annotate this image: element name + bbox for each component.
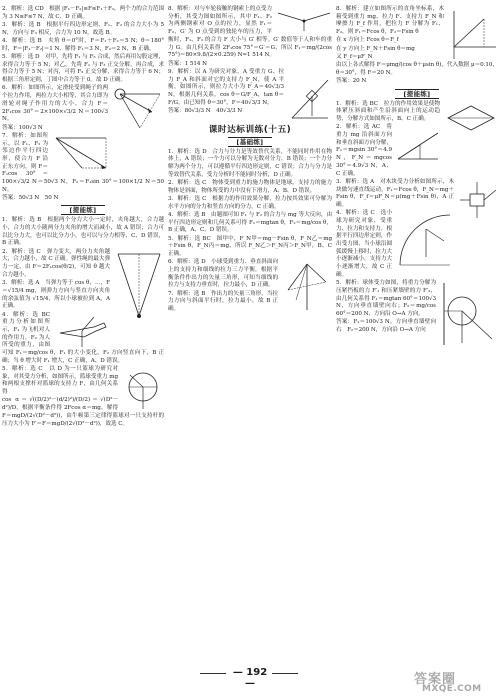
slope-decomposition-diagram xyxy=(396,125,440,163)
rhombus-decomposition-diagram xyxy=(444,102,498,134)
answer-entry: 9．解析：以 A 为研究对象，A 受重力 G、拉力 F_A 和斜面对它的支持力 F_N，使 A 平衡，如图所示，则拉力大小为 F_A＝40√3/3 N，根据几何关系，cos θ＝G/F_A，tan θ＝F/G，由已知得 θ＝30°，F＝40√3/3 N。 xyxy=(168,68,284,106)
answer-entry: 2．解析：选 C 弹力变大，两分力夹角越大，合力越小，故 C 正确。弹性绳的最大弹力一定，由 F＝2F₁cos(θ/2)，可知 θ 越大合力越小。 xyxy=(2,248,110,278)
answer-entry: 答案：20 N xyxy=(336,78,367,85)
elastic-cord-diagram xyxy=(114,250,164,320)
watermark-url: MXQE.COM xyxy=(422,684,482,694)
answer-entry: 2．解析：选 C 物体受到重力的施力物体是地球，支持力的施力物体是斜面，物体所受的力中没有下滑力，A、B、D 错误。 xyxy=(168,179,332,194)
answer-entry: 7．解析：如图所示，以 F₁、F₂ 为邻边作平行四边形，使合力 F 沿正东方向，则 F＝F₁cos 30°＝100×√3/2 N＝50√3 N，F₂＝F₁sin 30°＝100×1/2 N＝50 N。 xyxy=(2,132,164,193)
column-middle xyxy=(168,6,332,315)
answer-entry: cos α＝√((D/2)²－(d/2)²)/(D/2)＝√(D²－d²)/D，根据平衡条件得 2Fcos α＝mg，解得 F＝mgD/(2√(D²－d²))，由牛顿第三定律得篮球对一只支持杆的压力大小为 F′＝F＝mgD/(2√(D²－d²))，故选 C。 xyxy=(2,397,164,427)
answer-entry: 6．解析：选 D 小球受到重力、垂直斜面向上的支持力和细线的拉力三力平衡，根据平衡条件作出力的矢量三角形，可知当细线的拉力与支持力垂直时，拉力最小，D 正确。 xyxy=(168,259,278,289)
tightrope-diagram xyxy=(276,7,332,33)
pulley-force-diagram xyxy=(112,86,164,132)
answer-entry: 7．解析：选 B 作出力的矢量三角形，当拉力方向与斜面平行时，拉力最小，故 B 正确。 xyxy=(168,290,278,313)
answer-entry: 4．解析：选 BC 重力分析如图所示，F₁ 为飞机对人的作用力，F₂ 为人所受的重力，由图可知 F₁＝mg/cos θ，F₁ 的大小变化，F₂ 方向竖直向下，B 正确；当 θ 增大时 F₁ 增大，C 正确，A、D 错误。 xyxy=(2,311,164,364)
answer-entry: 4．解析：选 C 选小球为研究对象，受重力、拉力和支持力，根据平行四边形定则，作出受力图，当小球沿圆弧缓慢上移时，拉力大小逐渐减小，支持力大小逐渐增大，故 C 正确。 xyxy=(336,210,392,278)
answer-entry: 6．解析：如图所示，定滑轮受到绳子的两个拉力作用，两拉力大小相等，其合力即为滑轮对绳子作用力的大小。合力 F＝2F₁cos 30°＝2×100×√3/2 N＝100√3 N。 xyxy=(2,85,108,123)
footer-rule-left xyxy=(200,673,226,674)
answer-entry: 8．解析：建立如图所示的直角坐标系，木箱受到重力 mg、拉力 F、支持力 F_N 和摩擦力 F_f 作用，把拉力 F 分解为 F₁、F₂，则 F₁＝Fcos θ，F₂＝Fsin θ xyxy=(336,6,444,36)
section-label-improve: [提能练] xyxy=(2,205,164,215)
answer-entry: 在 y 方向上 F_N＋Fsin θ＝mg xyxy=(336,45,415,52)
answer-entry: 8．解析：对与车轮接触的钢索上的点受力分析，其受力图如图所示，其中 F₁、F₂ 为两侧钢索对 O 点的拉力，显然 F₁＝F₂，G′ 为 O 点受到的独轮车的压力，平衡时，F₁、F₂ 的合力 F 大小与 G′ 相等。G′ 数值等于人和车的重力 G。由几何关系得 2F₁cos 75°＝G′＝G，所以 F₁＝mg/(2cos 75°)＝80×9.8/(2×0.259) N≈1 514 N。 xyxy=(168,6,332,59)
answer-entry: 3．解析：选 B 根据平行四边形定则，F₁、F₂ 的合力大小为 5 N，方向与 F₃ 相反，合力为 10 N，故选 B。 xyxy=(2,22,164,36)
answer-entry: 2．解析：选 CD 根据 |F₁－F₂|≤F≤F₁＋F₂，两个力的合力范围为 3 N≤F≤7 N，故 C、D 正确。 xyxy=(2,6,164,20)
answer-entry: 3．解析：选 A 当弹力等于 cos θ，…，F＝√15/4 mg，则弹力方向与竖直方向夹角的余弦值为 √15/4，所以小球被拉到 A，A 正确。 xyxy=(2,280,110,310)
sphere-wall-diagram xyxy=(440,281,498,347)
answer-entry: 1．解析：选 B 根据两个分力大小一定时，夹角越大，合力越小，合力的大小随两分力夹角的增大而减小，故 A 错误；合力可以比分力大，也可以比分力小，也可以与分力相等，C、D 错误，B 正确。 xyxy=(2,217,164,247)
answer-entry: 2．解析：选 AC 将重力 mg 沿斜面方向和垂直斜面方向分解，F₁＝mgsin 30°＝4.9 N，F_N＝mgcos 30°＝4.9√3 N，A、C 正确。 xyxy=(336,124,392,177)
page-number: — 192 — xyxy=(232,667,268,689)
force-decomposition-diagram xyxy=(52,134,108,172)
arc-force-diagram xyxy=(396,211,454,269)
answer-entry: 4．解析：选 B 由题图可知 F₁ 与 F₂ 的合力与 mg 等大反向，由平行四边形定则和几何关系可得 F₁＝mgtan θ，F₂＝mg/cos θ，B 正确，A、C、D 错误。 xyxy=(168,211,332,234)
answer-entry: 3．解析：选 A 对木块受力分析如图所示，木块做匀速直线运动，F₁＝Fcos θ，F_N＝mg＋Fsin θ，F_f＝μF_N＝μ(mg＋Fsin θ)，A 正确。 xyxy=(336,178,454,208)
block-force-diagram xyxy=(458,180,498,220)
answer-entry: 5．解析：选 BC 图甲中，F_N甲＝mg－Fsin θ，F_N乙＝mg＋Fsin θ，F_N丙＝mg，所以 F_N乙＞F_N丙＞F_N甲，B、C 正确。 xyxy=(168,235,332,258)
answer-entry: 答案：F₁＝100√3 N，方向垂直墙壁向右 F₂＝200 N，方向沿 O→A 方向 xyxy=(336,319,436,333)
section-label-basic: [基础练] xyxy=(168,137,332,147)
airplane-force-diagram xyxy=(54,313,110,349)
answer-entry: 答案：1 514 N xyxy=(168,60,207,67)
lesson-title: 课时达标训练(十五) xyxy=(208,124,292,135)
incline-force-diagram xyxy=(288,70,332,122)
column-right xyxy=(336,6,498,348)
answer-entry: 1．解析：选 BC 拉力的作用效果是使物体紧压斜面和产生沿斜面向上的运动趋势，分解方式如图所示，B、C 正确。 xyxy=(336,100,440,122)
footer-rule-right xyxy=(272,673,298,674)
answer-entry: 又 F_f＝μF_N xyxy=(336,54,373,60)
column-left xyxy=(2,6,164,429)
watermark-text: 答案圈 xyxy=(414,672,457,687)
vector-triangle-diagram xyxy=(282,260,332,314)
answer-entry: 4．解析：选 B 夹角 θ＝0°时，F＝F₁＋F₂＝5 N；θ＝180°时，F＝|F₁－F₂|＝1 N，解得 F₁＝3 N，F₂＝2 N，B 正确。 xyxy=(2,38,164,52)
coordinate-diagram xyxy=(448,7,498,61)
basketball-diagram xyxy=(122,367,164,411)
answer-entry: 5．解析：选 C 以 D 为一只篮球为研究对象，对其受力分析，如图所示，篮球受重力 mg 和两根支撑杆对篮球的支持力 F，由几何关系得 xyxy=(2,366,118,396)
answer-entry: 答案：80√3/3 N 40√3/3 N xyxy=(168,107,243,114)
answer-entry: 由以上各式解得 F＝μmg/(cos θ＋μsin θ)，代入数据 μ＝0.10，θ＝30°，得 F＝20 N。 xyxy=(336,62,498,76)
watermark xyxy=(414,668,498,696)
answer-entry: 答案：100√3 N xyxy=(2,124,43,131)
answer-entry: 1．解析：选 D 合力与分力是等效替代关系，不能同时作用在物体上，A 错误；一个力可以分解为无数对分力，B 错误；一个力分解为两个分力，可以遵循平行四边形定则，C 错误；合力与分力是等效替代关系，受力分析时不能同时分析，D 正确。 xyxy=(168,148,332,178)
answer-entry: 答案：50√3 N 50 N xyxy=(2,195,59,202)
answer-entry: 3．解析：选 C 根据力的作用效果分解，拉力按其效果可分解为水平方向的分力和竖直方向的分力，C 正确。 xyxy=(168,195,332,210)
answer-entry: 在 x 方向上 Fcos θ＝F_f xyxy=(336,37,399,44)
section-label-improve: [提能练] xyxy=(336,89,498,99)
answer-entry: 5．解析：选 D 对甲，先将 F₁ 与 F₃ 合成，然后再用勾股定理，求得合力等于 5 N；对乙，先将 F₁ 与 F₃ 正交分解，再合成，求得合力等于 5 N；对丙，可将 F₃ 正交分解，求得合力等于 6 N；根据三角形定则，丁图中合力等于 0。故 D 正确。 xyxy=(2,54,164,84)
answer-entry: 5．解析：球体受力如图，将重力分解为压紧挡板的力 F′₁ 和压紧墙壁的力 F′₂，由几何关系得 F₁＝mgtan 60°＝100√3 N，方向垂直墙壁向右；F₂＝mg/cos 60°＝200 N，方向沿 O→A 方向。 xyxy=(336,280,436,317)
